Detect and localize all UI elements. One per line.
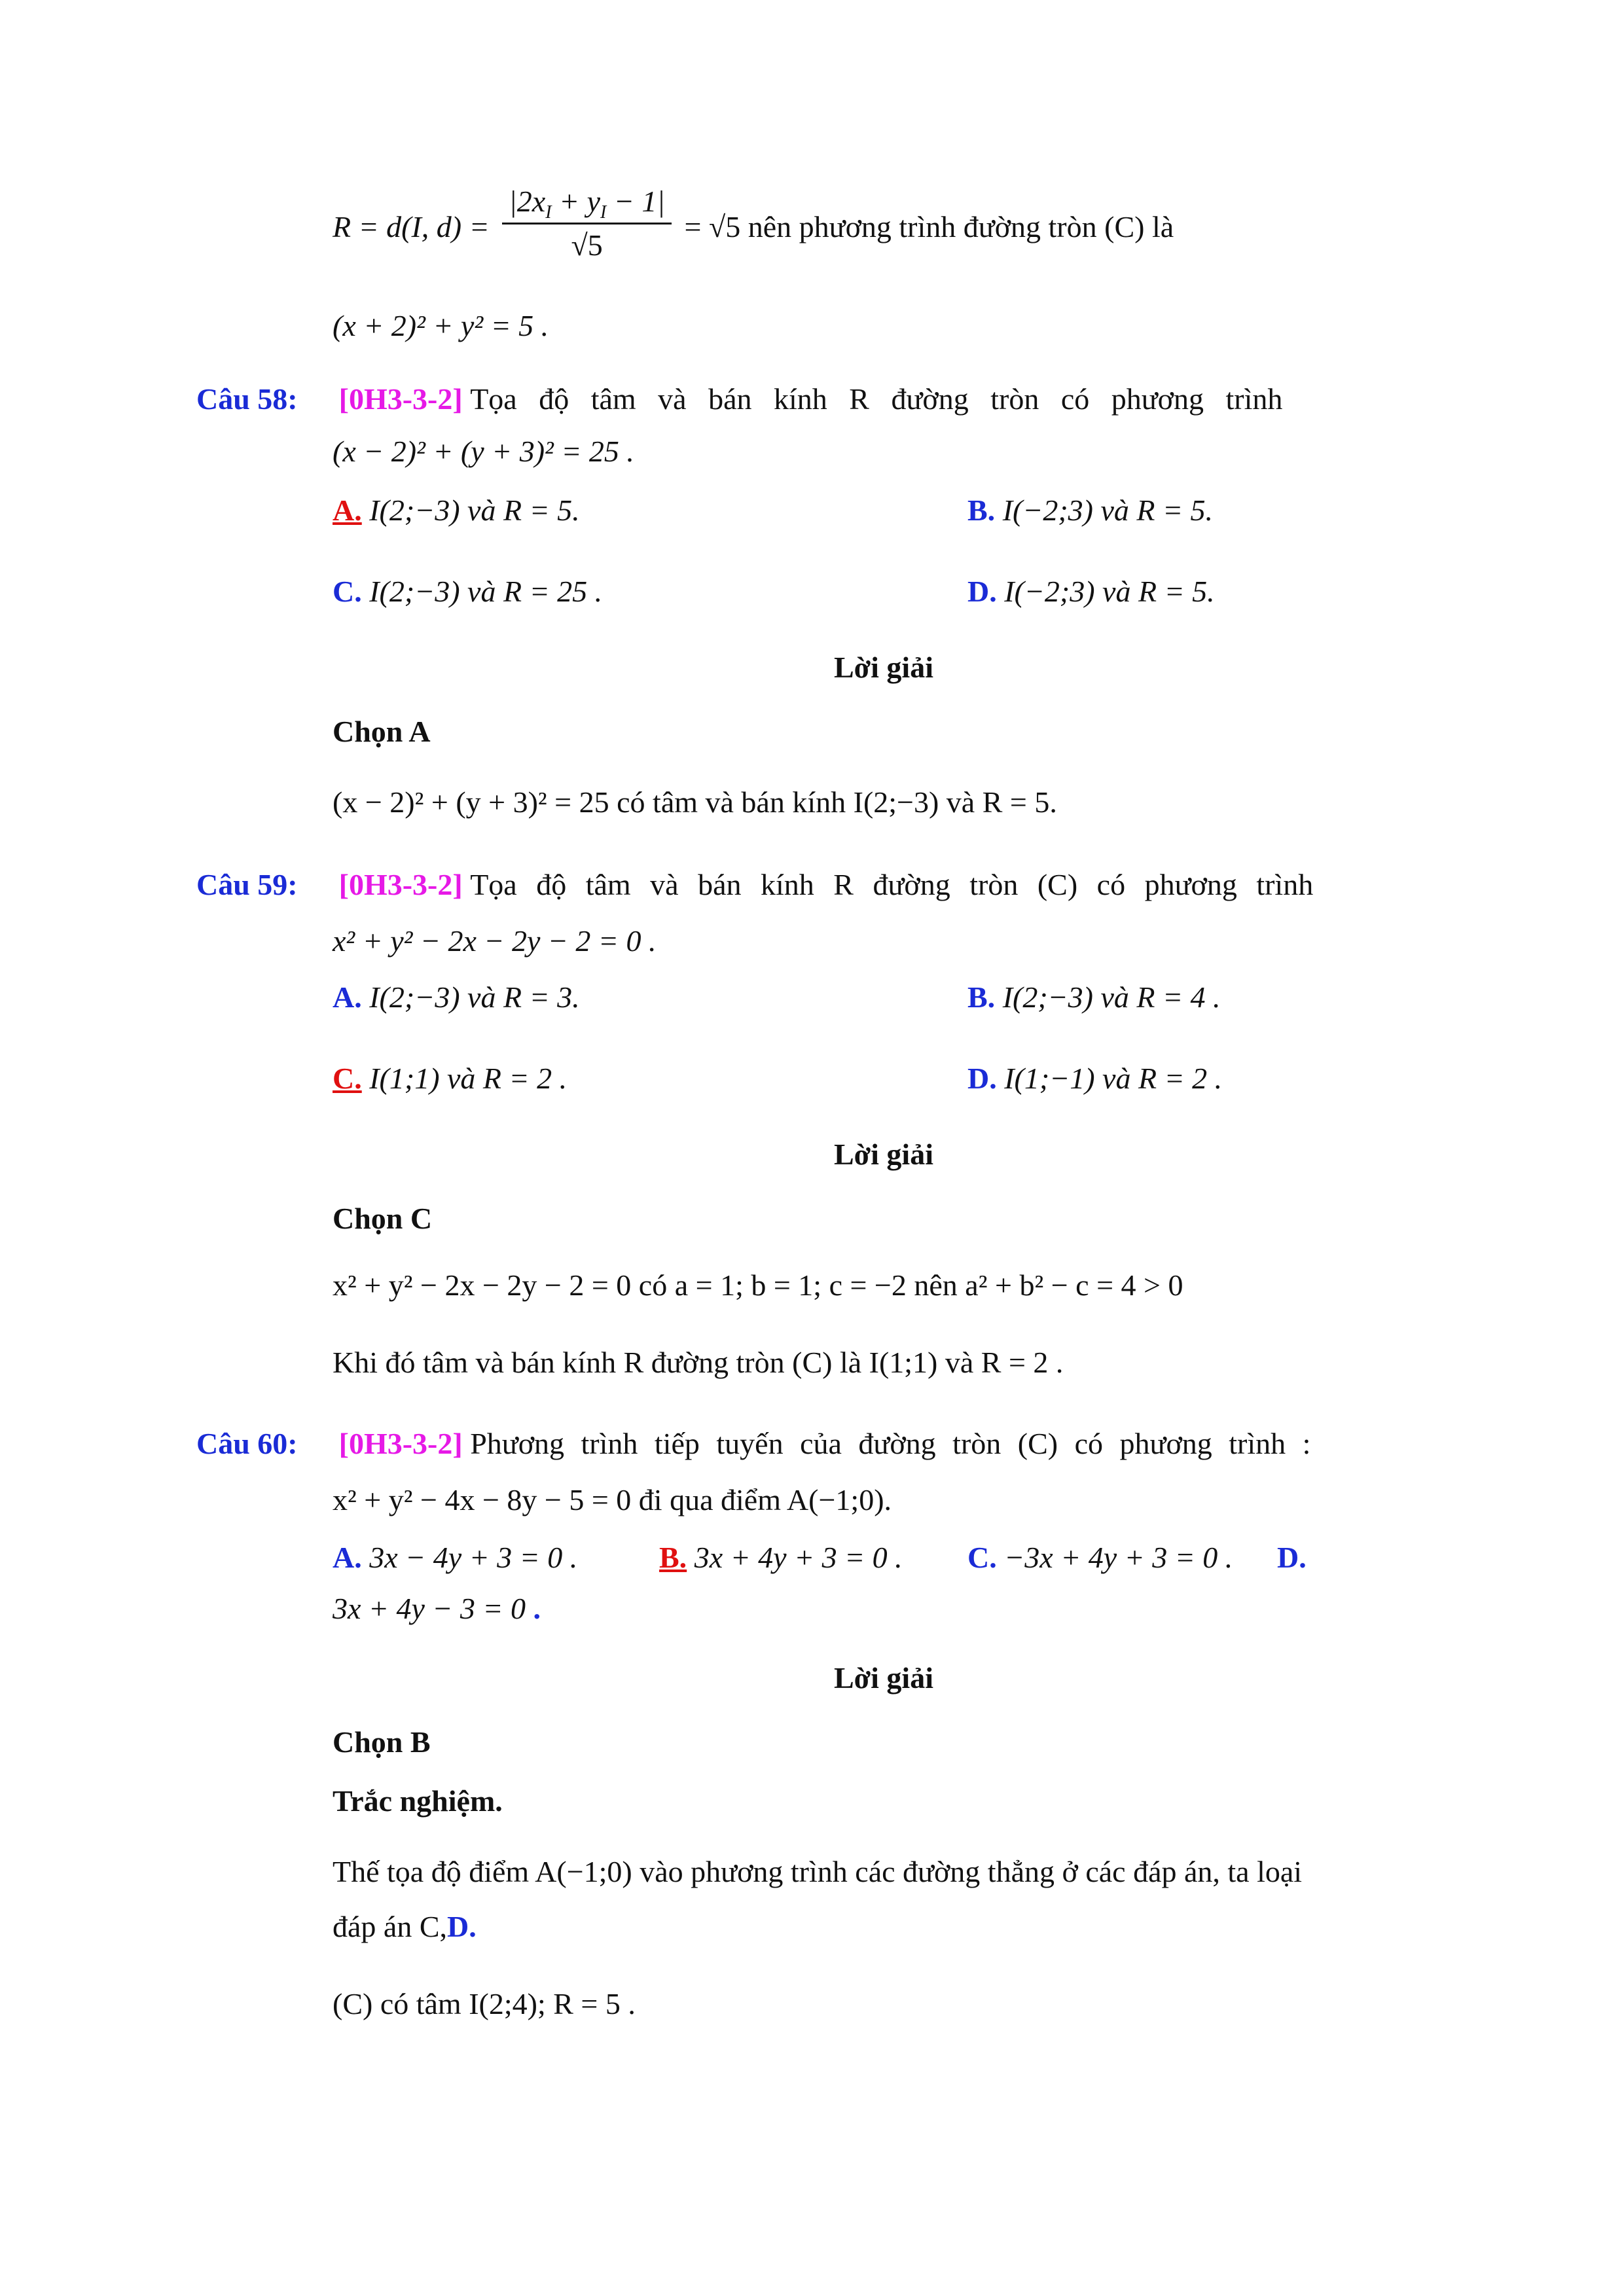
option-text: −3x + 4y + 3 = 0 .: [996, 1541, 1233, 1574]
question-59-equation: x² + y² − 2x − 2y − 2 = 0 .: [333, 924, 657, 958]
question-58-equation: (x − 2)² + (y + 3)² = 25 .: [333, 435, 634, 468]
q59-option-c[interactable]: [333, 1059, 567, 1098]
option-letter: B.: [967, 493, 996, 527]
q60-option-a[interactable]: [333, 1538, 577, 1577]
question-label: Câu 59:: [196, 868, 298, 901]
option-text: I(2;−3) và R = 25 .: [361, 575, 603, 608]
q58-option-b[interactable]: [967, 491, 1213, 530]
option-dot: .: [533, 1592, 541, 1625]
q58-option-c[interactable]: [333, 572, 602, 611]
q60-choice: Chọn B: [333, 1725, 431, 1759]
question-label: Câu 60:: [196, 1427, 298, 1460]
q60-method: Trắc nghiệm.: [333, 1784, 503, 1818]
option-letter: D.: [1277, 1541, 1307, 1574]
question-58-stem: [196, 380, 1282, 419]
q60-option-b[interactable]: [659, 1538, 903, 1577]
option-letter: D.: [967, 575, 997, 608]
intro-equation: (x + 2)² + y² = 5 .: [333, 309, 549, 342]
intro-formula-rhs: = √5: [684, 210, 741, 244]
q60-option-d-text: [333, 1589, 541, 1628]
question-stem: Phương trình tiếp tuyến của đường tròn (C) có phương trình :: [470, 1427, 1311, 1460]
option-text: I(−2;3) và R = 5.: [996, 575, 1215, 608]
option-text: I(1;−1) và R = 2 .: [996, 1062, 1223, 1095]
option-letter: C.: [967, 1541, 997, 1574]
q60-explanation-2: đáp án C,D.: [333, 1910, 477, 1943]
q60-explanation-3: (C) có tâm I(2;4); R = 5 .: [333, 1987, 636, 2020]
option-letter: A.: [333, 980, 362, 1014]
option-text: I(2;−3) và R = 4 .: [995, 980, 1221, 1014]
intro-fraction: [502, 183, 672, 264]
option-text: 3x − 4y + 3 = 0 .: [361, 1541, 578, 1574]
option-text: 3x + 4y − 3 = 0: [333, 1592, 526, 1625]
q59-explanation-2: Khi đó tâm và bán kính R đường tròn (C) là I(1;1) và R = 2 .: [333, 1346, 1064, 1379]
intro-formula-line: [333, 185, 1174, 264]
option-letter: D.: [967, 1062, 997, 1095]
fraction-numerator: $|2x_I + y_I - 1|$: [502, 183, 672, 224]
q58-solution-title: Lời giải: [834, 651, 933, 684]
q60-explanation-1: Thế tọa độ điểm A(−1;0) vào phương trình các đường thẳng ở các đáp án, ta loại: [333, 1855, 1303, 1888]
option-letter: B.: [967, 980, 996, 1014]
q60-option-d[interactable]: [1277, 1538, 1307, 1577]
option-letter: A.: [333, 493, 362, 527]
q59-explanation-1: x² + y² − 2x − 2y − 2 = 0 có a = 1; b = 1; c = −2 nên a² + b² − c = 4 > 0: [333, 1268, 1183, 1302]
q59-option-d[interactable]: [967, 1059, 1222, 1098]
fraction-denominator: √5: [571, 228, 603, 262]
q58-explanation: (x − 2)² + (y + 3)² = 25 có tâm và bán kính I(2;−3) và R = 5.: [333, 785, 1057, 819]
question-stem: Tọa độ tâm và bán kính R đường tròn (C) có phương trình: [470, 868, 1314, 901]
option-text: I(1;1) và R = 2 .: [361, 1062, 568, 1095]
option-letter: B.: [659, 1541, 687, 1574]
question-60-stem: [196, 1424, 1310, 1463]
question-stem: Tọa độ tâm và bán kính R đường tròn có phương trình: [470, 382, 1283, 416]
option-letter: C.: [333, 1062, 362, 1095]
option-text: 3x + 4y + 3 = 0 .: [687, 1541, 903, 1574]
q59-option-a[interactable]: [333, 978, 580, 1017]
option-letter: C.: [333, 575, 362, 608]
question-59-stem: [196, 865, 1313, 905]
q60-option-c[interactable]: [967, 1538, 1233, 1577]
option-text: I(2;−3) và R = 3.: [361, 980, 580, 1014]
intro-formula-lhs: R = d(I, d) =: [333, 210, 490, 244]
highlight-d: D.: [447, 1910, 477, 1943]
q59-choice: Chọn C: [333, 1202, 433, 1235]
q58-option-a[interactable]: [333, 491, 580, 530]
question-tag: [0H3-3-2]: [338, 868, 463, 901]
intro-text: nên phương trình đường tròn (C) là: [740, 210, 1174, 244]
question-tag: [0H3-3-2]: [338, 1427, 463, 1460]
q59-option-b[interactable]: [967, 978, 1221, 1017]
question-60-equation: x² + y² − 4x − 8y − 5 = 0 đi qua điểm A(−1;0).: [333, 1483, 892, 1516]
question-tag: [0H3-3-2]: [338, 382, 463, 416]
q59-solution-title: Lời giải: [834, 1138, 933, 1171]
q58-option-d[interactable]: [967, 572, 1215, 611]
option-text: I(2;−3) và R = 5.: [361, 493, 580, 527]
option-text: I(−2;3) và R = 5.: [995, 493, 1214, 527]
q60-solution-title: Lời giải: [834, 1661, 933, 1695]
option-letter: A.: [333, 1541, 362, 1574]
question-label: Câu 58:: [196, 382, 298, 416]
q58-choice: Chọn A: [333, 715, 431, 748]
